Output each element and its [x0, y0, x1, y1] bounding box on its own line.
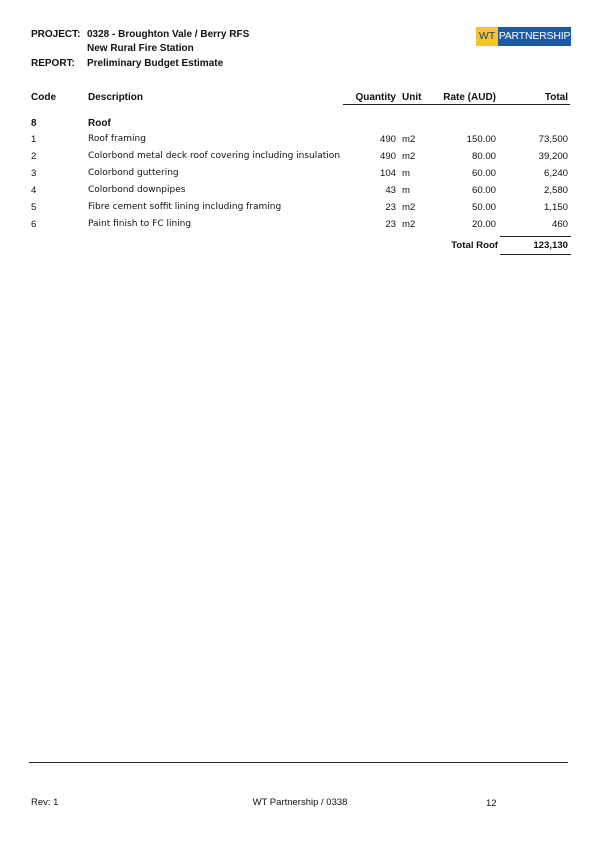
project-label: PROJECT:: [31, 29, 81, 40]
row-quantity: 43: [385, 185, 396, 196]
row-rate: 50.00: [471, 202, 496, 213]
row-unit: m: [402, 185, 410, 196]
column-header-total: Total: [544, 92, 568, 103]
row-description: Colorbond metal deck roof covering including insulation: [88, 151, 341, 161]
footer-center: WT Partnership / 0338: [252, 797, 348, 808]
row-total: 460: [551, 219, 568, 230]
total-bottom-rule: [500, 254, 571, 255]
total-top-rule: [500, 236, 571, 237]
column-header-description: Description: [88, 92, 144, 103]
footer-revision: Rev: 1: [31, 797, 59, 808]
wt-partnership-logo: [476, 27, 571, 46]
row-total: 2,580: [543, 185, 568, 196]
footer-rule: [29, 762, 568, 763]
column-header-unit: Unit: [402, 92, 422, 103]
row-unit: m2: [402, 219, 416, 230]
report-value: Preliminary Budget Estimate: [87, 58, 224, 69]
column-header-rate: Rate (AUD): [443, 92, 496, 103]
report-label: REPORT:: [31, 58, 75, 69]
row-description: Fibre cement soffit lining including framing: [88, 202, 282, 212]
row-code: 4: [31, 185, 37, 196]
row-code: 6: [31, 219, 37, 230]
project-value: 0328 - Broughton Vale / Berry RFS: [87, 29, 250, 40]
row-description: Roof framing: [88, 134, 146, 144]
row-unit: m: [402, 168, 410, 179]
row-rate: 20.00: [471, 219, 496, 230]
section-title: Roof: [88, 118, 111, 129]
row-total: 73,500: [538, 134, 568, 145]
total-value: 123,130: [533, 240, 568, 251]
row-quantity: 104: [379, 168, 396, 179]
row-unit: m2: [402, 202, 416, 213]
row-quantity: 490: [379, 134, 396, 145]
row-rate: 150.00: [466, 134, 496, 145]
row-description: Colorbond downpipes: [88, 185, 186, 195]
total-label: Total Roof: [451, 240, 498, 251]
row-quantity: 23: [385, 219, 396, 230]
row-description: Paint finish to FC lining: [88, 219, 192, 229]
row-rate: 60.00: [471, 185, 496, 196]
row-quantity: 23: [385, 202, 396, 213]
row-code: 5: [31, 202, 37, 213]
row-total: 1,150: [543, 202, 568, 213]
page-number: 12: [486, 798, 497, 809]
row-total: 6,240: [543, 168, 568, 179]
row-rate: 80.00: [471, 151, 496, 162]
row-unit: m2: [402, 134, 416, 145]
row-unit: m2: [402, 151, 416, 162]
row-code: 1: [31, 134, 37, 145]
row-description: Colorbond guttering: [88, 168, 179, 178]
section-code: 8: [31, 118, 37, 129]
column-header-code: Code: [31, 92, 56, 103]
row-code: 2: [31, 151, 37, 162]
column-header-quantity: Quantity: [355, 92, 396, 103]
row-quantity: 490: [379, 151, 396, 162]
row-code: 3: [31, 168, 37, 179]
row-total: 39,200: [538, 151, 568, 162]
logo-partnership: PARTNERSHIP: [498, 27, 571, 46]
project-subtitle: New Rural Fire Station: [87, 43, 194, 54]
row-rate: 60.00: [471, 168, 496, 179]
logo-wt: WT: [476, 27, 498, 46]
header-underline: [343, 104, 570, 105]
